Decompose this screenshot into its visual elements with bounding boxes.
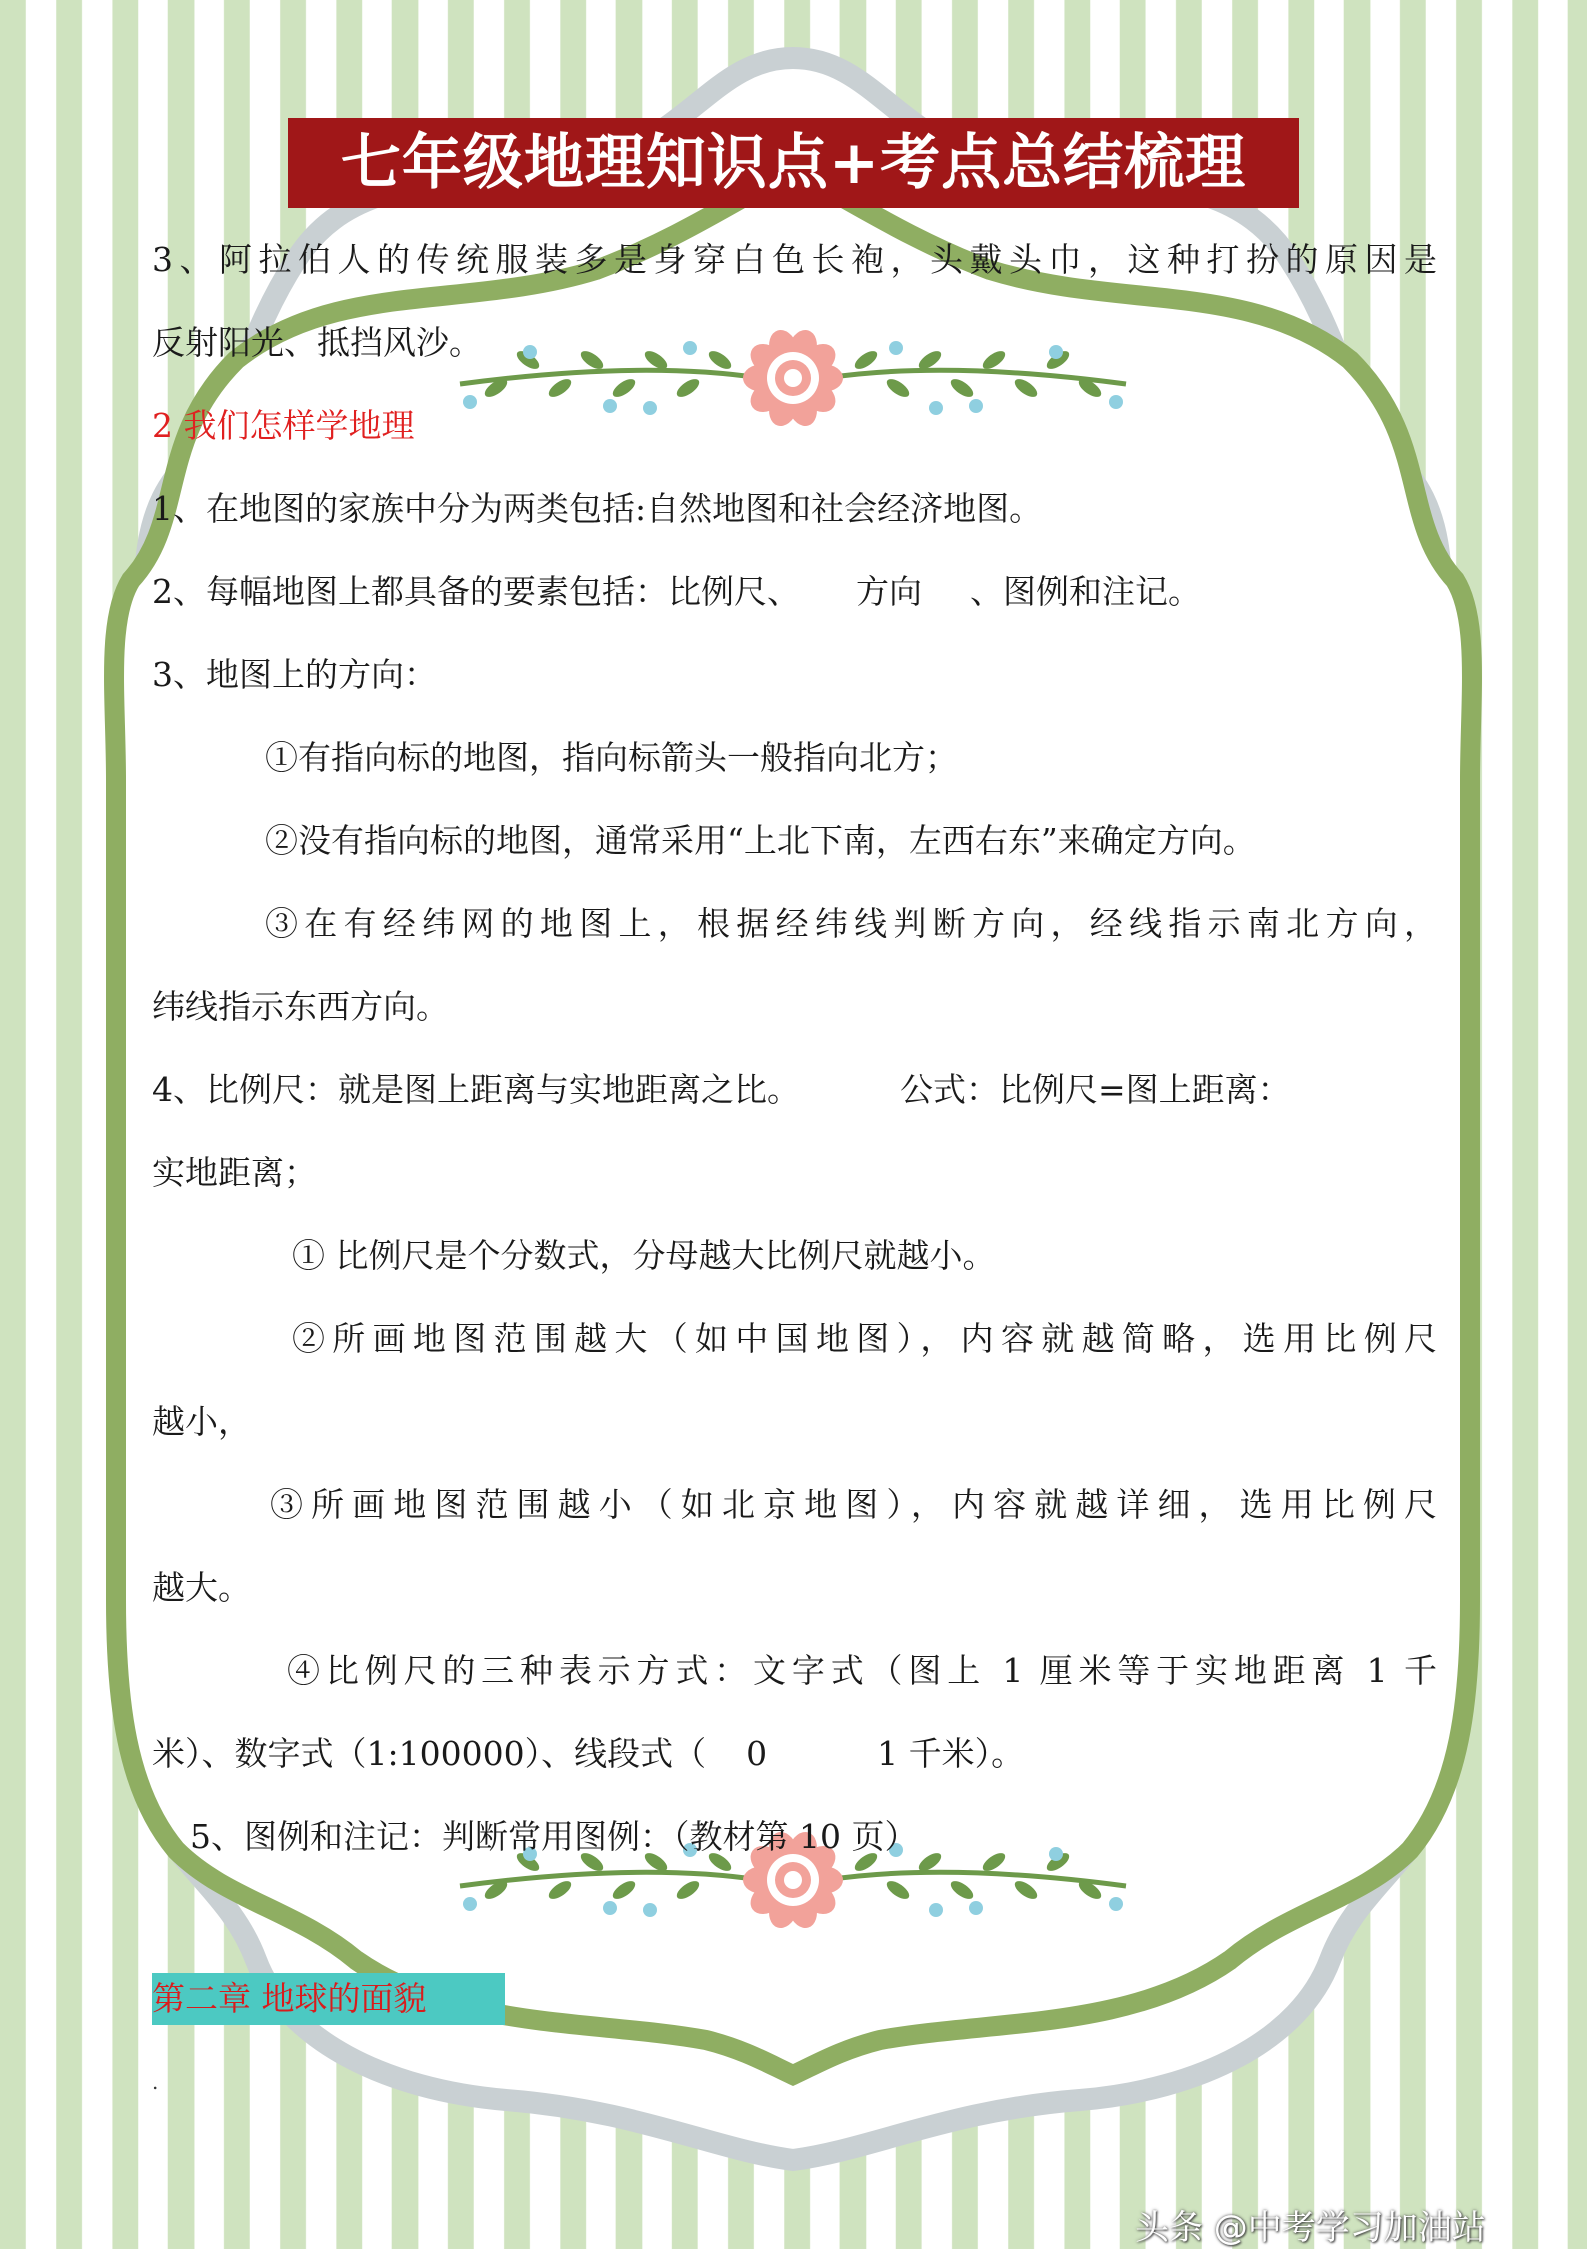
chapter-heading: 第二章 地球的面貌 bbox=[152, 1973, 505, 2025]
paragraph-arab-clothing-line1: 3、阿拉伯人的传统服装多是身穿白色长袍，头戴头巾，这种打扮的原因是 bbox=[152, 240, 1437, 279]
berry-icon bbox=[643, 1903, 657, 1917]
paragraph-map-elements bbox=[152, 550, 1437, 633]
scale-rule-2-line1: ②所画地图范围越大（如中国地图），内容就越简略，选用比例尺 bbox=[292, 1319, 1437, 1358]
scale-rule-3-line2: 越大。 bbox=[152, 1568, 251, 1607]
document-body bbox=[152, 218, 1437, 1878]
line-scale-zero: 0 bbox=[746, 1734, 768, 1773]
scale-definition: 4、比例尺：就是图上距离与实地距离之比。 bbox=[152, 1070, 800, 1109]
direction-rule-2: ②没有指向标的地图，通常采用“上北下南，左西右东”来确定方向。 bbox=[265, 821, 1256, 860]
berry-icon bbox=[969, 1901, 983, 1915]
scale-formula: 公式：比例尺=图上距离： bbox=[900, 1070, 1291, 1109]
paragraph-map-types: 1、在地图的家族中分为两类包括:自然地图和社会经济地图。 bbox=[152, 489, 1043, 528]
berry-icon bbox=[603, 1901, 617, 1915]
berry-icon bbox=[929, 1903, 943, 1917]
map-elements-part1: 2、每幅地图上都具备的要素包括：比例尺、 bbox=[152, 572, 800, 611]
scale-rule-3-line1: ③所画地图范围越小（如北京地图），内容就越详细，选用比例尺 bbox=[270, 1485, 1437, 1524]
scale-rule-4-line2 bbox=[152, 1712, 1437, 1795]
section-heading-how-to-learn: 2 我们怎样学地理 bbox=[152, 406, 415, 445]
watermark-text: 头条 @中考学习加油站 bbox=[1135, 2208, 1486, 2248]
scale-rule-4-line1: ④比例尺的三种表示方式：文字式（图上 1 厘米等于实地距离 1 千 bbox=[287, 1651, 1437, 1690]
berry-icon bbox=[1109, 1897, 1123, 1911]
direction-rule-1: ①有指向标的地图，指向标箭头一般指向北方； bbox=[265, 738, 958, 777]
map-elements-part3: 、图例和注记。 bbox=[970, 572, 1201, 611]
scale-formula-line2: 实地距离； bbox=[152, 1153, 317, 1192]
berry-icon bbox=[463, 1897, 477, 1911]
line-scale-km: 1 千米）。 bbox=[877, 1734, 1025, 1773]
map-elements-direction: 方向 bbox=[856, 572, 922, 611]
direction-rule-3-line1: ③在有经纬网的地图上，根据经纬线判断方向，经线指示南北方向， bbox=[265, 904, 1437, 943]
scale-forms-text: 米）、数字式（1:100000）、线段式（ bbox=[152, 1734, 707, 1773]
scale-rule-1: ① 比例尺是个分数式，分母越大比例尺就越小。 bbox=[292, 1236, 996, 1275]
paragraph-legend-notes: 5、图例和注记：判断常用图例：（教材第 10 页） bbox=[190, 1817, 918, 1856]
small-dot: . bbox=[152, 2070, 159, 2094]
page-title: 七年级地理知识点+考点总结梳理 bbox=[288, 118, 1299, 208]
paragraph-map-direction: 3、地图上的方向： bbox=[152, 655, 437, 694]
paragraph-scale-definition bbox=[152, 1048, 1437, 1131]
scale-rule-2-line2: 越小， bbox=[152, 1402, 251, 1441]
paragraph-arab-clothing-line2: 反射阳光、抵挡风沙。 bbox=[152, 323, 482, 362]
direction-rule-3-line2: 纬线指示东西方向。 bbox=[152, 987, 449, 1026]
